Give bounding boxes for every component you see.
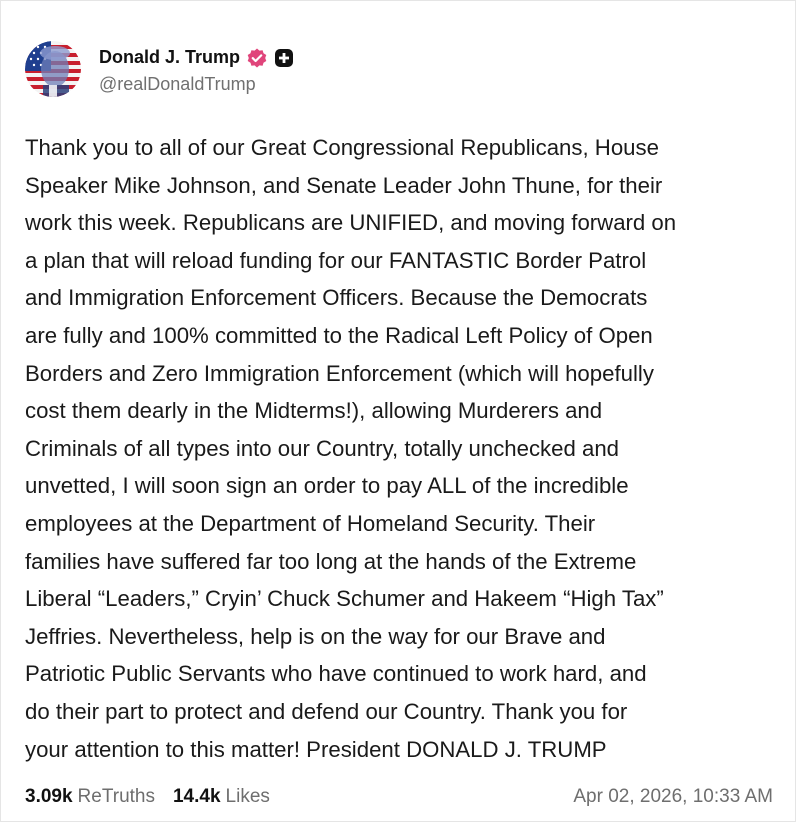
post-body-text: Thank you to all of our Great Congressional Republicans, House Speaker Mike Johnson, and Senate Leader John Thune, for their work this week. Republicans are UNIFIED, and moving forward on a plan that will reload funding for our FANTASTIC Border Patrol and Immigration Enforcement Officers. Because the Democrats are fully and 100% committed to the Radical Left Policy of Open Borders and Zero Immigration Enforcement (which will hopefully cost them dearly in the Midterms!), allowing Murderers and Criminals of all types into our Country, totally unchecked and unvetted, I will soon sign an order to pay ALL of the incredible employees at the Department of Homeland Security. Their families have suffered far too long at the hands of the Extreme Liberal “Leaders,” Cryin’ Chuck Schumer and Hakeem “High Tax” Jeffries. Nevertheless, help is on the way for our Brave and Patriotic Public Servants who have continued to work hard, and do their part to protect and defend our Country. Thank you for your attention to this matter! President DONALD J. TRUMP [25, 135, 677, 762]
likes-stat[interactable] [173, 786, 270, 808]
author-display-name[interactable]: Donald J. Trump [99, 47, 241, 67]
likes-count: 14.4k [172, 786, 221, 807]
author-identity [99, 44, 294, 95]
post-timestamp[interactable]: Apr 02, 2026, 10:33 AM [573, 786, 773, 807]
author-name-row [99, 44, 294, 72]
likes-label: Likes [225, 786, 270, 807]
verified-badge-icon [246, 47, 268, 69]
retruths-count: 3.09k [25, 786, 73, 807]
post-header [25, 39, 294, 99]
retruths-label: ReTruths [77, 786, 155, 807]
plus-badge-icon [274, 48, 294, 68]
flag-portrait-avatar-icon [25, 41, 81, 97]
avatar[interactable] [25, 41, 81, 97]
post-footer [25, 782, 773, 812]
retruths-stat[interactable] [25, 786, 155, 808]
author-handle[interactable]: @realDonaldTrump [99, 73, 256, 94]
